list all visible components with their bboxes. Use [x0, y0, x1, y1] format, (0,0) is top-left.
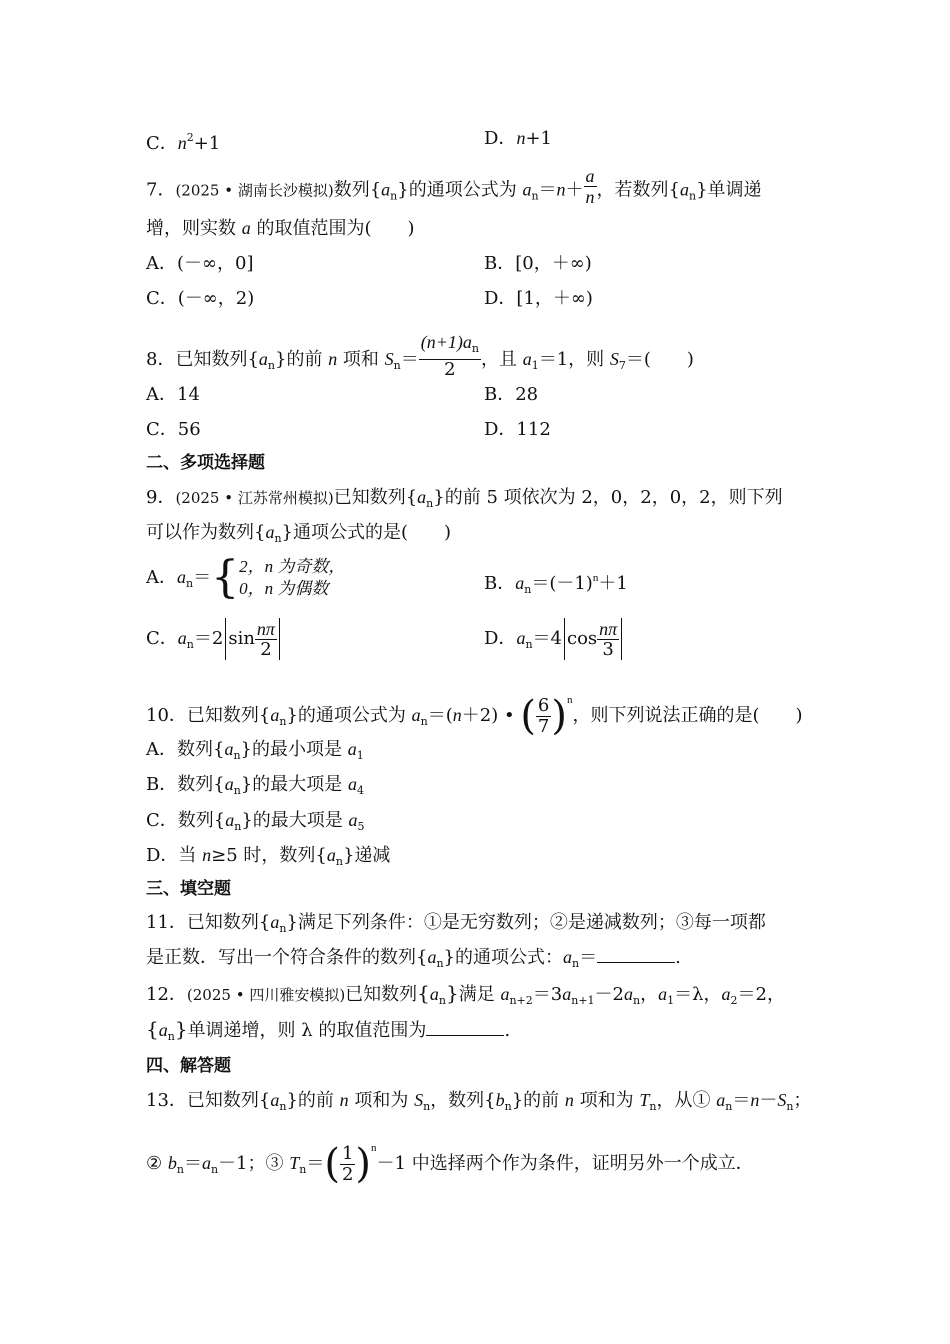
q13-stem-line2: ② $b_n=a_n-1$；③ $T_n=$( $\frac{1}{2}$ )$^n$－1 中选择两个作为条件，证明另外一个成立．	[146, 1141, 754, 1187]
q12-stem-line1: 12．(2025 • 四川雅安模拟)已知数列$\{a_n\}$满足 $a_{n+2}=3a_{n+1}-2a_n$，$a_1=\lambda$，$a_2=2$，	[146, 981, 785, 1007]
q9-option-d: D．$a_n=4$ cos $\frac{n\pi}{3}$	[484, 618, 624, 660]
q13-stem-line1: 13．已知数列$\{a_n\}$的前 n 项和为 $S_n$，数列$\{b_n\}$的前 n 项和为 $T_n$，从① $a_n=n-S_n$；	[146, 1090, 812, 1113]
q8-option-c: C．56	[146, 419, 201, 440]
q11-stem-line2: 是正数．写出一个符合条件的数列$\{a_n\}$的通项公式：$a_n=$ .	[146, 947, 681, 970]
q7-stem-line1: 7．(2025 • 湖南长沙模拟)数列$\{a_n\}$的通项公式为 $a_n=n+$ $\frac{a}{n}$ ，若数列$\{a_n\}$单调递	[146, 166, 762, 207]
section-heading-fill-in: 三、填空题	[146, 879, 231, 899]
q12-stem-line2: $\{a_n\}$单调递增，则 λ 的取值范围为 .	[146, 1017, 511, 1043]
q13-fraction: $\frac{1}{2}$	[341, 1142, 354, 1185]
q7-fraction: $\frac{a}{n}$	[585, 166, 595, 207]
q9-stem-line1: 9．(2025 • 江苏常州模拟)已知数列$\{a_n\}$的前 5 项依次为 2，0，2，0，2，则下列	[146, 487, 783, 510]
q6-option-d: D．n+1	[484, 128, 552, 149]
brace-symbol: {	[211, 552, 240, 603]
q9-option-b: B．$a_n=(-1)^n+1$	[484, 572, 628, 596]
q11-stem-line1: 11．已知数列$\{a_n\}$满足下列条件：①是无穷数列；②是递减数列；③每一项都	[146, 912, 766, 935]
q8-fraction: $\frac{(n+1)a_n}{2}$	[420, 332, 479, 380]
q7-option-b: B．[0，＋∞)	[484, 253, 592, 274]
q7-option-d: D．[1，＋∞)	[484, 288, 593, 309]
q10-option-a: A．数列$\{a_n\}$的最小项是 $a_1$	[146, 739, 364, 762]
q12-answer-blank[interactable]	[426, 1019, 504, 1036]
q8-option-b: B．28	[484, 384, 539, 405]
q9-option-c: C．$a_n=2$ sin $\frac{n\pi}{2}$	[146, 618, 282, 660]
q9-stem-line2: 可以作为数列$\{a_n\}$通项公式的是( )	[146, 522, 452, 545]
section-heading-multiple-choice: 二、多项选择题	[146, 453, 265, 473]
q7-stem-line2: 增，则实数 a 的取值范围为( )	[146, 218, 415, 239]
q10-fraction: $\frac{6}{7}$	[537, 694, 550, 737]
q10-stem: 10．已知数列$\{a_n\}$的通项公式为 $a_n=(n+2)$ • ( $\frac{6}{7}$ )$^n$，则下列说法正确的是( )	[146, 693, 803, 739]
q8-stem: 8．已知数列$\{a_n\}$的前 n 项和 $S_n=$ $\frac{(n+1)a_n}{2}$ ，且 $a_1=1$，则 $S_7=$( )	[146, 332, 694, 380]
q9c-fraction: $\frac{n\pi}{2}$	[256, 618, 275, 660]
q10-option-c: C．数列$\{a_n\}$的最大项是 $a_5$	[146, 810, 365, 833]
section-heading-answer: 四、解答题	[146, 1056, 231, 1076]
q7-option-a: A．(－∞，0]	[146, 253, 254, 274]
q6-option-c: C．$n^2+1$	[146, 131, 221, 154]
q10-option-b: B．数列$\{a_n\}$的最大项是 $a_4$	[146, 774, 364, 797]
q9d-fraction: $\frac{n\pi}{3}$	[599, 618, 618, 660]
q9-option-a: A．$a_n=\{2$，n 为奇数， 0，n 为偶数	[146, 552, 346, 603]
q7-option-c: C．(－∞，2)	[146, 288, 255, 309]
q10-option-d: D．当 n≥5 时，数列$\{a_n\}$递减	[146, 845, 391, 868]
q11-answer-blank[interactable]	[597, 946, 675, 963]
q8-option-a: A．14	[146, 384, 200, 405]
q8-option-d: D．112	[484, 419, 551, 440]
